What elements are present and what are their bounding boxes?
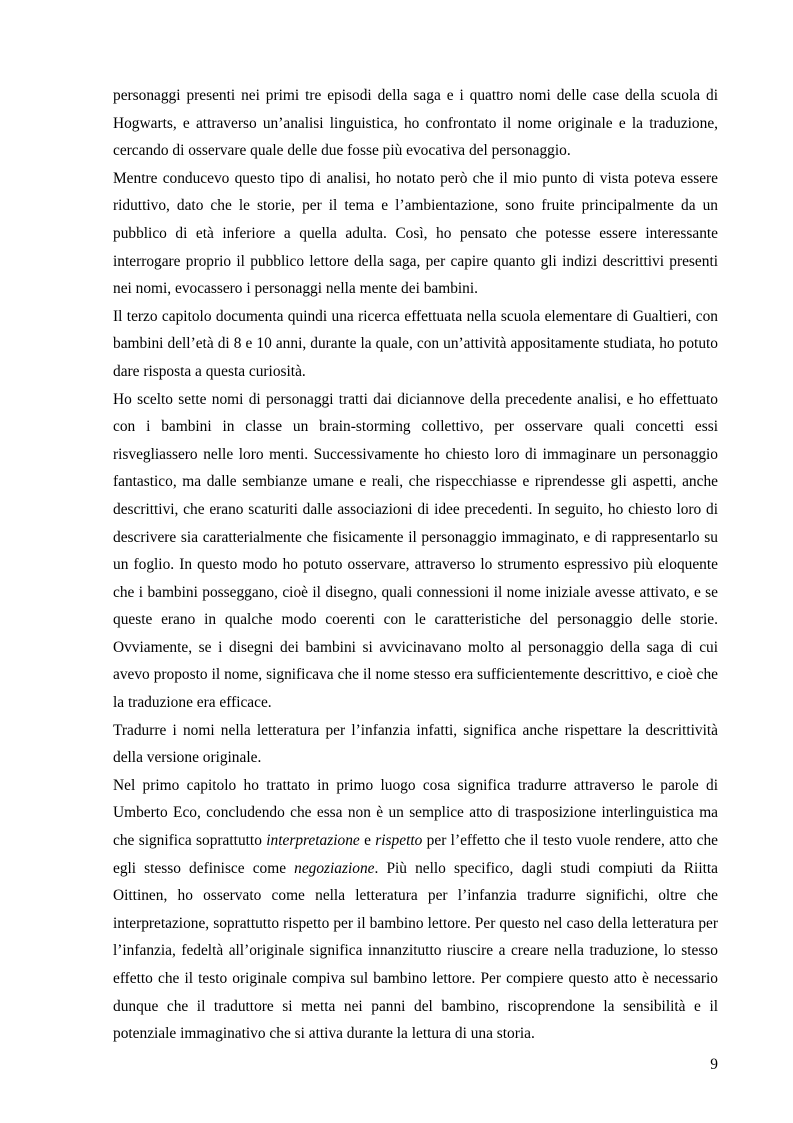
text-segment: Nel primo capitolo ho trattato in primo luogo cosa significa tradurre attraverso le parole di Umberto Eco, concludendo che essa non è un semplice atto di trasposizione interlinguistica ma che significa soprattutto: [113, 776, 718, 850]
emphasis-negoziazione: negoziazione: [294, 859, 375, 877]
emphasis-interpretazione: interpretazione: [266, 832, 360, 850]
paragraph-brainstorming: Ho scelto sette nomi di personaggi tratti dai diciannove della precedente analisi, e ho effettuato con i bambini in classe un brain-storming collettivo, per osservare quali concetti essi risvegliassero nelle loro menti. Successivamente ho chiesto loro di immaginare un personaggio fantastico, ma dalle sembianze umane e reali, che rispecchiasse e riprendesse gli aspetti, anche descrittivi, che erano scaturiti dalle associazioni di idee precedenti. In seguito, ho chiesto loro di descrivere sia caratterialmente che fisicamente il personaggio immaginato, e di rappresentarlo su un foglio. In questo modo ho potuto osservare, attraverso lo strumento espressivo più eloquente che i bambini posseggano, cioè il disegno, quali connessioni il nome iniziale avesse attivato, e se queste erano in qualche modo coerenti con le caratteristiche del personaggio delle storie. Ovviamente, se i disegni dei bambini si avvicinavano molto al personaggio della saga di cui avevo proposto il nome, significava che il nome stesso era sufficientemente descrittivo, e cioè che la traduzione era efficace.: [113, 390, 718, 712]
paragraph-third-chapter: Il terzo capitolo documenta quindi una ricerca effettuata nella scuola elementare di Gualtieri, con bambini dell’età di 8 e 10 anni, durante la quale, con un’attività appositamente studiata, ho potuto dare risposta a questa curiosità.: [113, 307, 718, 380]
paragraph-first-chapter: [113, 772, 718, 1048]
emphasis-rispetto: rispetto: [375, 832, 423, 850]
text-segment: e: [359, 832, 376, 850]
paragraph-analysis-viewpoint: Mentre conducevo questo tipo di analisi, ho notato però che il mio punto di vista poteva essere riduttivo, dato che le storie, per il tema e l’ambientazione, sono fruite principalmente da un pubblico di età inferiore a quella adulta. Così, ho pensato che potesse essere interessante interrogare proprio il pubblico lettore della saga, per capire quanto gli indizi descrittivi presenti nei nomi, evocassero i personaggi nella mente dei bambini.: [113, 169, 718, 298]
paragraph-continuation: personaggi presenti nei primi tre episodi della saga e i quattro nomi delle case della scuola di Hogwarts, e attraverso un’analisi linguistica, ho confrontato il nome originale e la traduzione, cercando di osservare quale delle due fosse più evocativa del personaggio.: [113, 87, 718, 160]
body-text: [113, 82, 718, 1048]
text-segment: per l’effetto che il testo vuole rendere, atto che egli stesso definisce come: [113, 832, 719, 877]
paragraph-translating-names: Tradurre i nomi nella letteratura per l’infanzia infatti, significa anche rispettare la descrittività della versione originale.: [113, 721, 718, 767]
text-segment: . Più nello specifico, dagli studi compiuti da Riitta Oittinen, ho osservato come nella letteratura per l’infanzia tradurre significhi, oltre che interpretazione, soprattutto rispetto per il bambino lettore. Per questo nel caso della letteratura per l’infanzia, fedeltà all’originale significa innanzitutto riuscire a creare nella traduzione, lo stesso effetto che il testo originale compiva sul bambino lettore. Per compiere questo atto è necessario dunque che il traduttore si metta nei panni del bambino, riscoprendone la sensibilità e il potenziale immaginativo che si attiva durante la lettura di una storia.: [113, 859, 718, 1043]
page-number: 9: [710, 1056, 718, 1073]
